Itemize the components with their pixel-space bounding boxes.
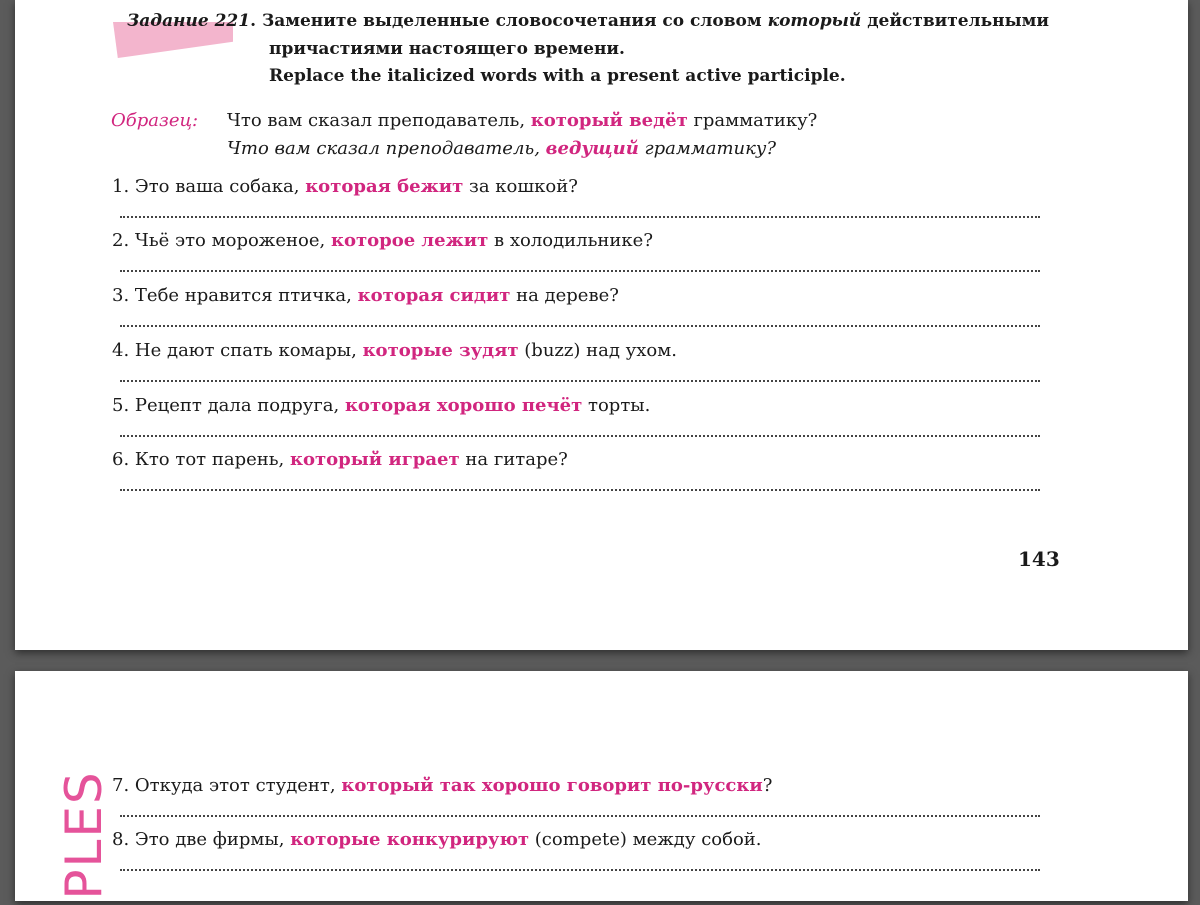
task-heading-line1: Задание 221. Замените выделенные словосочетания со словом который действительными: [127, 11, 1049, 31]
exercise-item-6: 6. Кто тот парень, который играет на гитаре?: [112, 449, 568, 470]
side-section-tab: PLES: [55, 770, 113, 900]
task-heading-line2: причастиями настоящего времени.: [269, 39, 625, 59]
exercise-item-8: 8. Это две фирмы, которые конкурируют (compete) между собой.: [112, 829, 762, 850]
exercise-item-2: 2. Чьё это мороженое, которое лежит в холодильнике?: [112, 230, 653, 251]
exercise-item-7: 7. Откуда этот студент, который так хорошо говорит по-русски?: [112, 775, 773, 796]
answer-line-7[interactable]: [120, 815, 1040, 817]
task-label: Задание 221: [127, 11, 251, 31]
answer-line-3[interactable]: [120, 325, 1040, 327]
answer-line-2[interactable]: [120, 270, 1040, 272]
exercise-item-4: 4. Не дают спать комары, которые зудят (buzz) над ухом.: [112, 340, 677, 361]
exercise-item-3: 3. Тебе нравится птичка, которая сидит на дереве?: [112, 285, 619, 306]
example-label: Образец:: [111, 110, 199, 131]
task-instruction-english: Replace the italicized words with a present active participle.: [269, 66, 846, 86]
example-answer: Что вам сказал преподаватель, ведущий грамматику?: [227, 138, 776, 159]
answer-line-5[interactable]: [120, 435, 1040, 437]
answer-line-6[interactable]: [120, 489, 1040, 491]
exercise-item-1: 1. Это ваша собака, которая бежит за кошкой?: [112, 176, 578, 197]
answer-line-8[interactable]: [120, 869, 1040, 871]
exercise-item-5: 5. Рецепт дала подруга, которая хорошо печёт торты.: [112, 395, 651, 416]
answer-line-4[interactable]: [120, 380, 1040, 382]
page-number: 143: [1018, 547, 1060, 571]
example-sentence: Что вам сказал преподаватель, который ведёт грамматику?: [227, 110, 818, 131]
answer-line-1[interactable]: [120, 216, 1040, 218]
